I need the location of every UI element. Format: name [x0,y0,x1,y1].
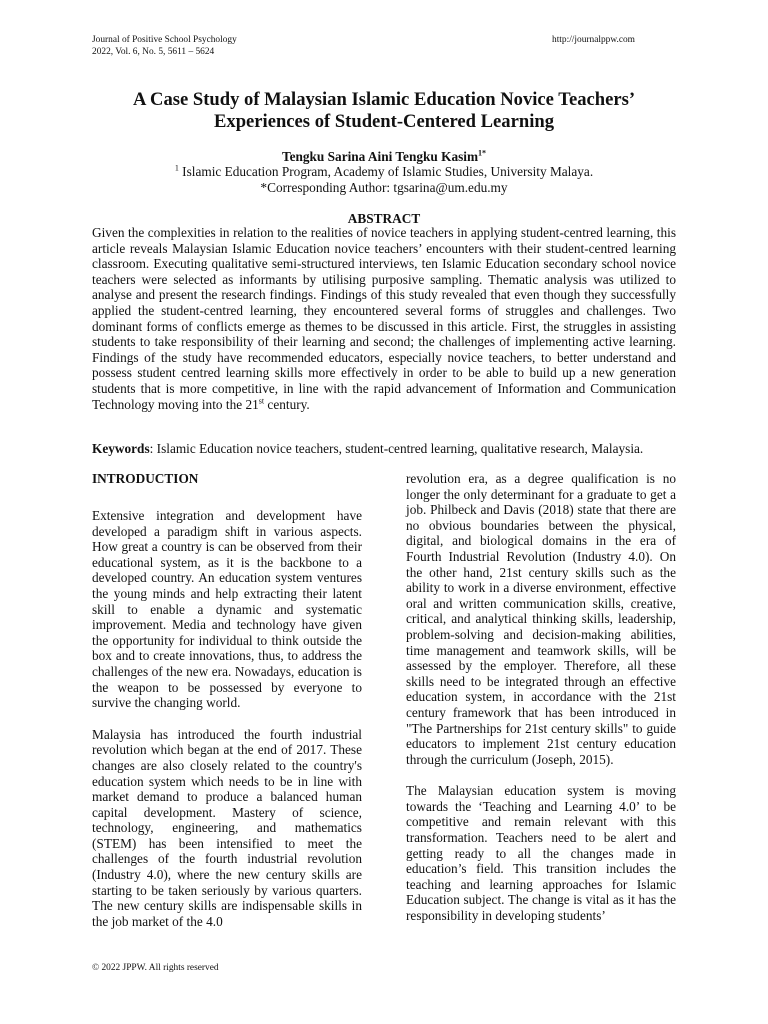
keywords-label: Keywords [92,441,150,456]
paragraph: Extensive integration and development have developed a paradigm shift in various aspects. How great a country is can be observed from their educational system, as it is the backbone to a developed country. An education system ventures the young minds and help extracting their latent skill to enable a dynamic and systematic improvement. Media and technology have given the opportunity for individual to think outside the box and to create innovations, thus, to address the challenges of the new era. Nowadays, education is the weapon to be possessed by everyone to survive the changing world. [92,508,362,711]
author-affiliation [92,164,676,180]
journal-volume: 2022, Vol. 6, No. 5, 5611 – 5624 [92,47,215,57]
corresponding-author: *Corresponding Author: tgsarina@um.edu.my [260,180,508,195]
abstract-body [92,225,676,412]
paragraph: The Malaysian education system is moving towards the ‘Teaching and Learning 4.0’ to be competitive and remain relevant with this transformation. Teachers need to be alert and getting ready to all the changes made in education’s field. This transition includes the teaching and learning approaches for Islamic Education subject. The change is vital as it has the responsibility in developing students’ [406,783,676,924]
author-name: Tengku Sarina Aini Tengku Kasim [281,149,479,164]
title-line-2: Experiences of Student-Centered Learning [214,111,554,132]
author-marks: 1* [478,148,487,158]
keywords-text: : Islamic Education novice teachers, student-centred learning, qualitative research, Malaysia. [149,441,644,456]
journal-url[interactable]: http://journalppw.com [552,35,635,45]
title-line-1: A Case Study of Malaysian Islamic Education Novice Teachers’ [132,89,636,110]
keywords-line [92,441,692,457]
paper-title [92,89,676,133]
abstract-superscript: st [258,396,265,406]
abstract-text: Given the complexities in relation to the realities of novice teachers in applying student-centred learning, this article reveals Malaysian Islamic Education novice teachers’ encounters with their student-centred learning classroom. Executing qualitative semi-structured interviews, ten Islamic Education secondary school novice teachers were selected as informants by utilising purposive sampling. Thematic analysis was utilized to analyse and present the research findings. Findings of this study revealed that even though they successfully applied the student-centred learning, they encountered several forms of struggles and challenges. Two dominant forms of conflicts emerge as themes to be discussed in this article. First, the struggles in assisting students to take responsibility of their learning and second; the challenges of implementing active learning. Findings of the study have recommended educators, especially novice teachers, to better understand and possess student centred learning skills more effectively in order to be able to build up a new generation students that is more competitive, in line with the rapid advancement of Information and Communication Technology moving into the 21 [92,225,676,412]
left-column [92,471,362,945]
paragraph: Malaysia has introduced the fourth industrial revolution which began at the end of 2017. These changes are also closely related to the country's education system which needs to be in line with market demand to produce a balanced human capital development. Mastery of science, technology, engineering, and mathematics (STEM) has been intensified to meet the challenges of the fourth industrial revolution (Industry 4.0), where the new century skills are starting to be taken seriously by various quarters. The new century skills are indispensable skills in the job market of the 4.0 [92,726,362,929]
paragraph: revolution era, as a degree qualification is no longer the only determinant for a graduate to get a job. Philbeck and Davis (2018) state that there are no obvious boundaries between the physical, digital, and biological domains in the era of Fourth Industrial Revolution (Industry 4.0). On the other hand, 21st century skills such as the ability to work in a diverse environment, effective oral and written communication skills, creative, critical, and analytical thinking skills, leadership, problem-solving and decision-making abilities, time management and teamwork skills, will be assessed by the employer. Therefore, all these skills need to be integrated through an effective education system, in accordance with the 21st century framework that has been introduced in "The Partnerships for 21st century skills" to guide educators to implement 21st century education through the curriculum (Joseph, 2015). [406,471,676,767]
abstract-end: century. [264,396,310,412]
introduction-heading: INTRODUCTION [92,471,199,486]
journal-name: Journal of Positive School Psychology [92,35,237,45]
affiliation-mark: 1 [174,163,179,173]
copyright-footer: © 2022 JPPW. All rights reserved [92,963,219,973]
right-column [406,471,676,940]
journal-header [92,34,237,58]
abstract-heading: ABSTRACT [347,211,421,226]
affiliation-text: Islamic Education Program, Academy of Islamic Studies, University Malaya. [178,164,594,179]
author-name-line [92,149,676,165]
